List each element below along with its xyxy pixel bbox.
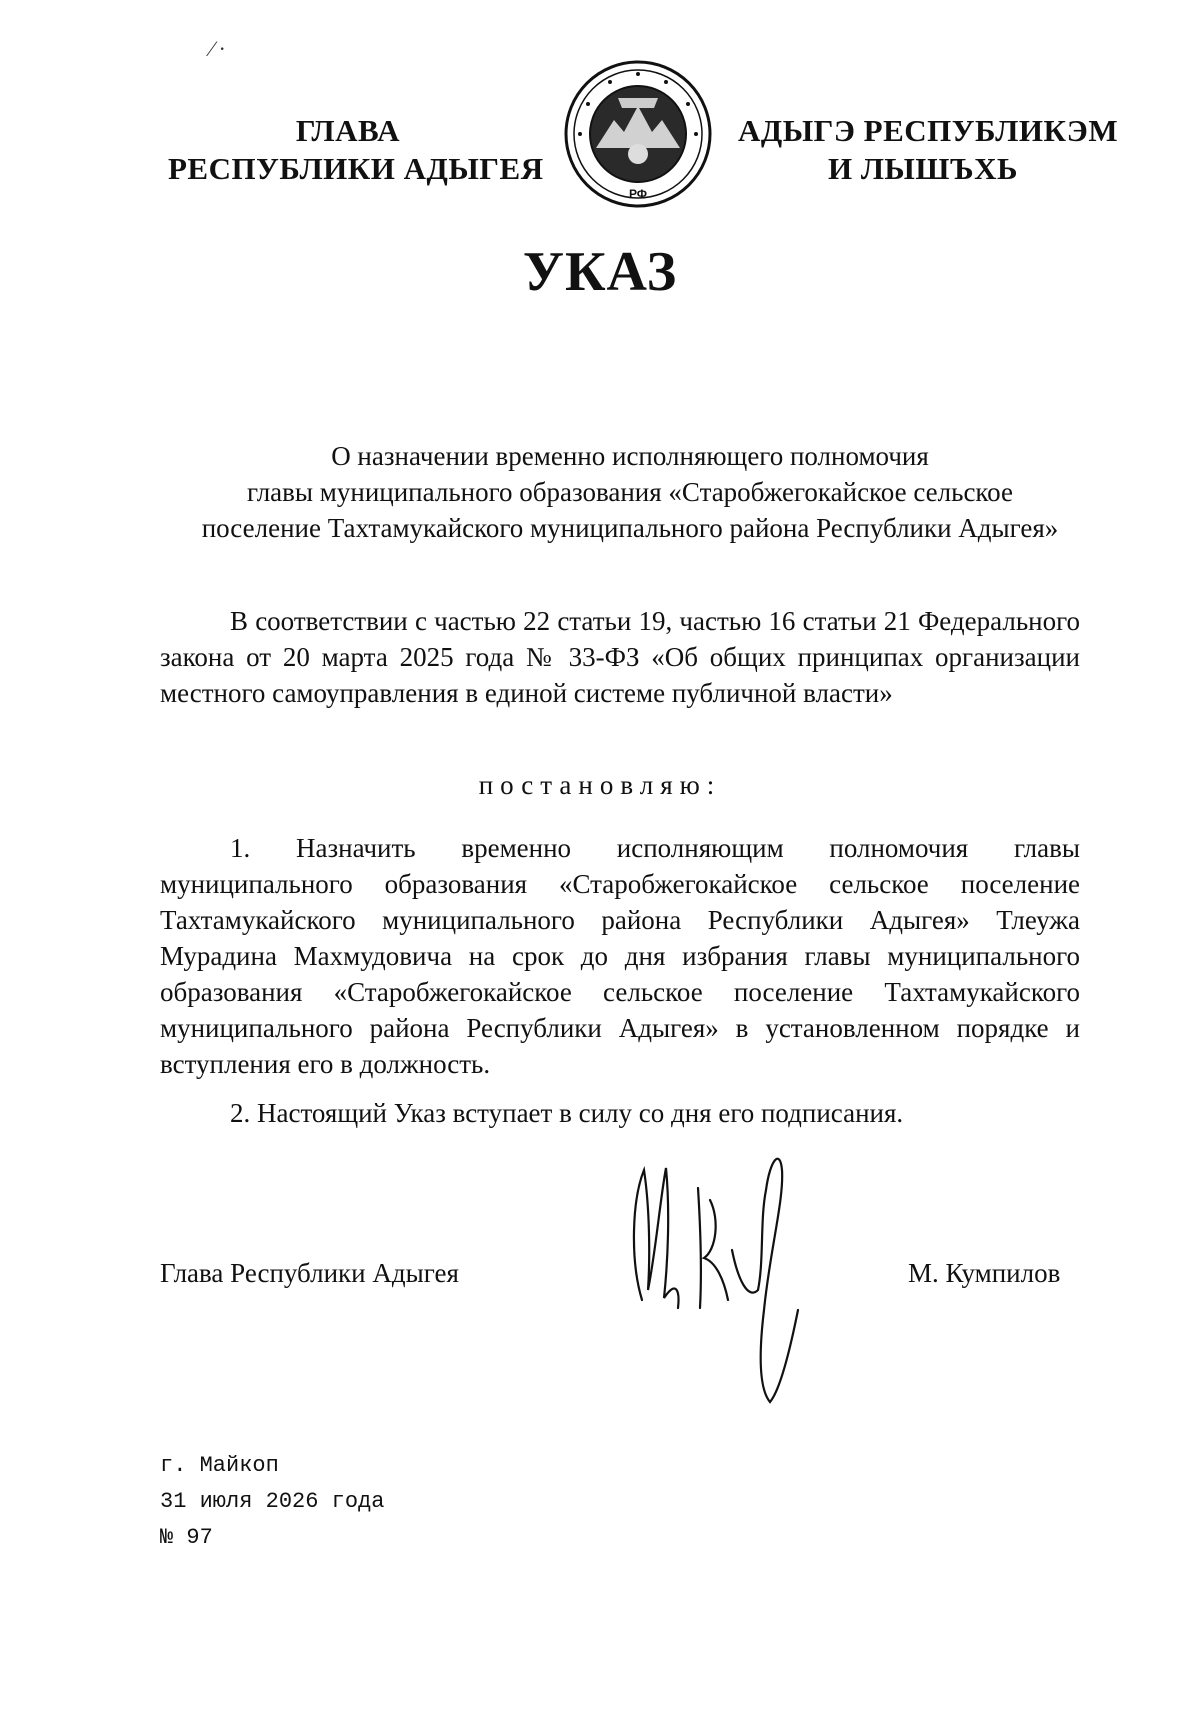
decree-item-1: 1. Назначить временно исполняющим полномочия главы муниципального образования «Старобжегокайское сельское поселение Тахтамукайского муниципального района Республики Адыгея» Тлеужа Мурадина Махмудовича на срок до дня избрания главы муниципального образования «Старобжегокайское сельское поселение Тахтамукайского муниципального района Республики Адыгея» в установленном порядке и вступления его в должность. (160, 833, 1080, 1079)
header-right (738, 112, 1119, 188)
signatory-title: Глава Республики Адыгея (160, 1258, 459, 1288)
subject-line-2: главы муниципального образования «Старобжегокайское сельское (247, 477, 1013, 507)
signatory-name: М. Кумпилов (908, 1258, 1061, 1288)
footer-number: № 97 (160, 1525, 213, 1550)
header-left-line2: РЕСПУБЛИКИ АДЫГЕЯ (168, 151, 544, 186)
document-subject (140, 438, 1120, 546)
header-right-line1: АДЫГЭ РЕСПУБЛИКЭМ (738, 113, 1119, 148)
document-type-title: УКАЗ (522, 241, 678, 303)
emblem-bottom-text: РФ (628, 187, 648, 201)
preamble-paragraph: В соответствии с частью 22 статьи 19, частью 16 статьи 21 Федерального закона от 20 марта 2025 года № 33-ФЗ «Об общих принципах организации местного самоуправления в единой системе публичной власти» (160, 606, 1080, 708)
footer-date: 31 июля 2026 года (160, 1489, 385, 1514)
handwritten-signature-icon (620, 1140, 820, 1420)
header-right-line2: И ЛЫШЪХЬ (827, 151, 1019, 186)
header-left-line1: ГЛАВА (295, 113, 401, 148)
subject-line-1: О назначении временно исполняющего полномочия (331, 441, 929, 471)
decree-item-2: 2. Настоящий Указ вступает в силу со дня его подписания. (230, 1098, 904, 1128)
decree-word: постановляю: (478, 770, 722, 800)
coat-of-arms-seal-icon (562, 58, 714, 210)
document-footer (160, 1448, 384, 1556)
subject-line-3: поселение Тахтамукайского муниципального района Республики Адыгея» (201, 513, 1059, 543)
scan-mark: ⁄ · (210, 36, 225, 61)
footer-city: г. Майкоп (160, 1453, 279, 1478)
header-left (168, 112, 544, 188)
